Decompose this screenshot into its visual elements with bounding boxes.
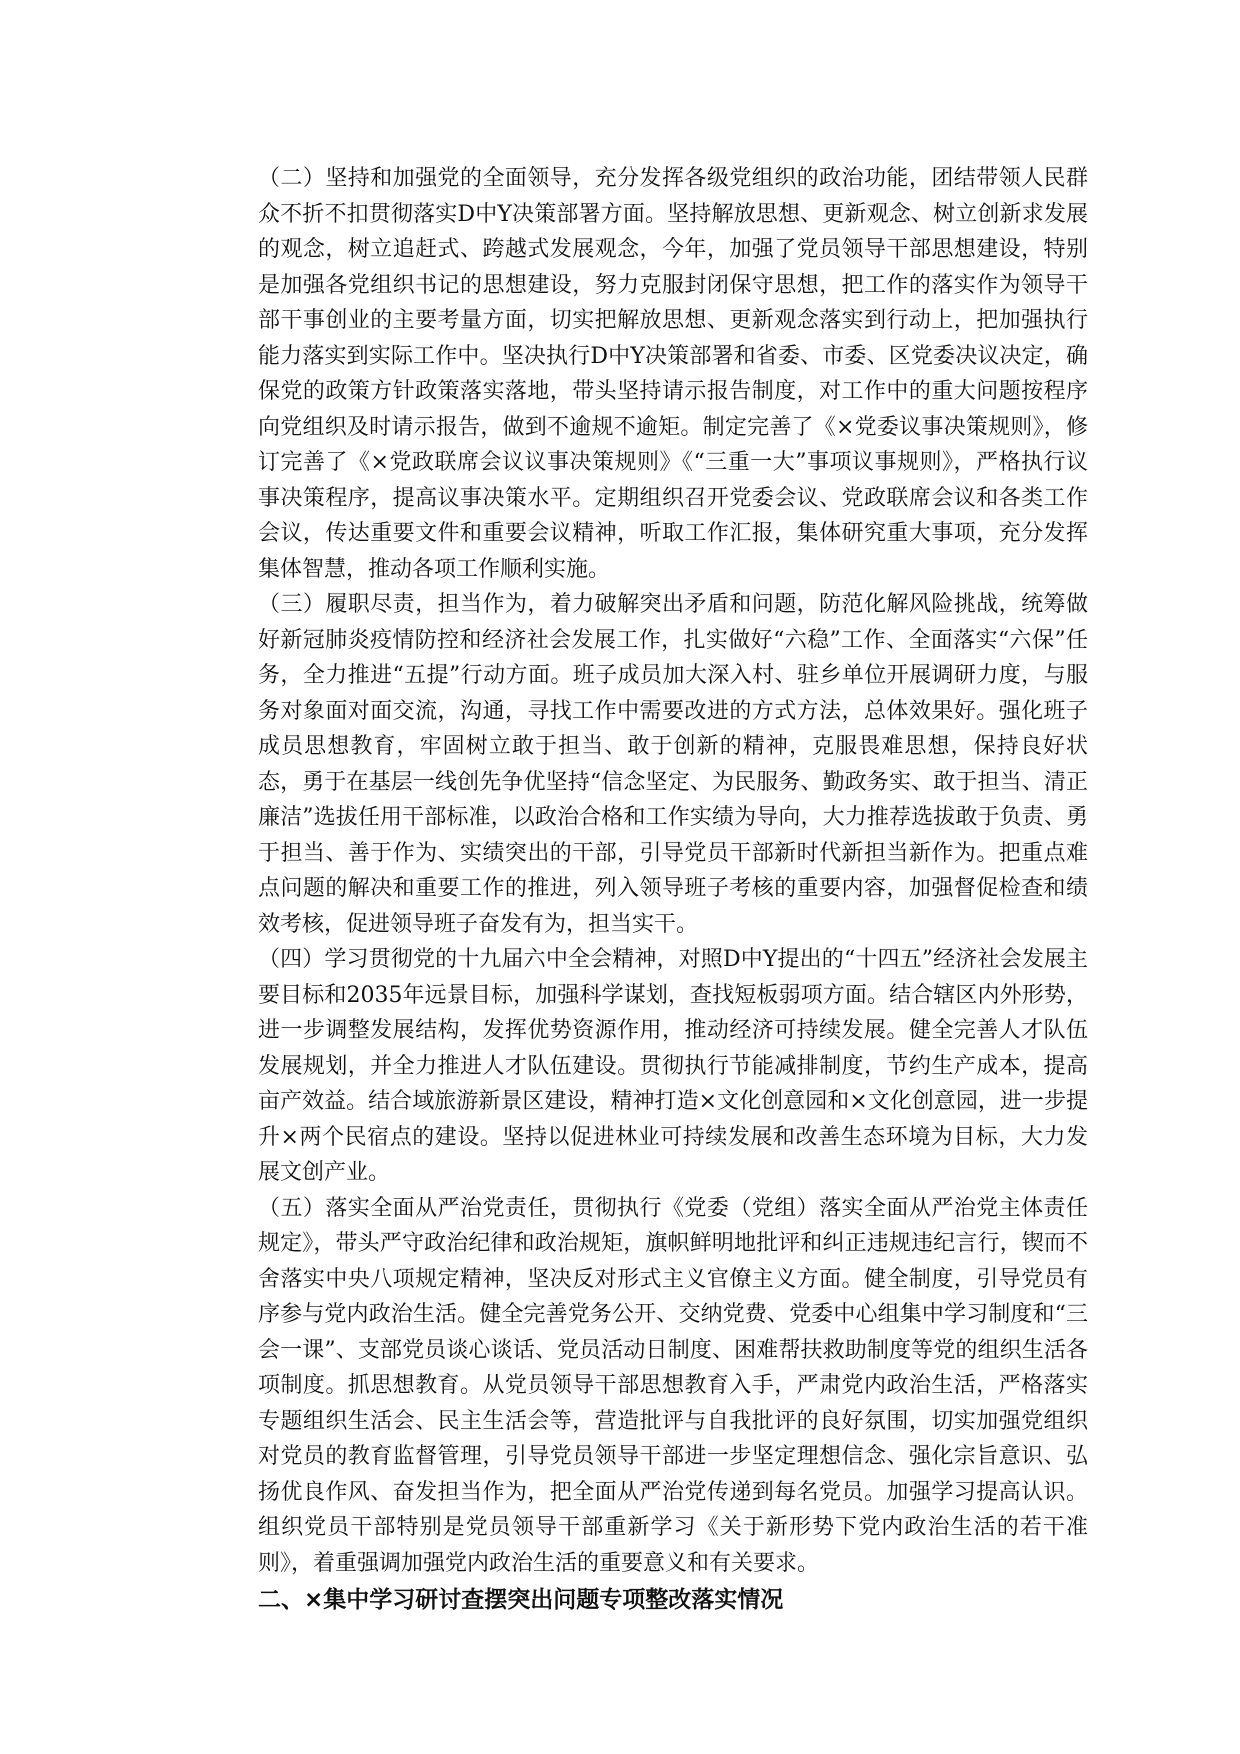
- document-body: [258, 161, 1088, 1619]
- section-heading-rectification: 二、×集中学习研讨查摆突出问题专项整改落实情况: [258, 1587, 784, 1613]
- paragraph-plenary-study: （四）学习贯彻党的十九届六中全会精神，对照D中Y提出的“十四五”经济社会发展主要目标和2035年远景目标，加强科学谋划，查找短板弱项方面。结合辖区内外形势，进一步调整发展结构，发挥优势资源作用，推动经济可持续发展。健全完善人才队伍发展规划，并全力推进人才队伍建设。贯彻执行节能减排制度，节约生产成本，提高亩产效益。结合域旅游新景区建设，精神打造×文化创意园和×文化创意园，进一步提升×两个民宿点的建设。坚持以促进林业可持续发展和改善生态环境为目标，大力发展文创产业。: [258, 947, 1088, 1185]
- paragraph-party-leadership: （二）坚持和加强党的全面领导，充分发挥各级党组织的政治功能，团结带领人民群众不折不扣贯彻落实D中Y决策部署方面。坚持解放思想、更新观念、树立创新求发展的观念，树立追赶式、跨越式发展观念，今年，加强了党员领导干部思想建设，特别是加强各党组织书记的思想建设，努力克服封闭保守思想，把工作的落实作为领导干部干事创业的主要考量方面，切实把解放思想、更新观念落实到行动上，把加强执行能力落实到实际工作中。坚决执行D中Y决策部署和省委、市委、区党委决议决定，确保党的政策方针政策落实落地，带头坚持请示报告制度，对工作中的重大问题按程序向党组织及时请示报告，做到不逾规不逾矩。制定完善了《×党委议事决策规则》，修订完善了《×党政联席会议议事决策规则》《“三重一大”事项议事规则》，严格执行议事决策程序，提高议事决策水平。定期组织召开党委会议、党政联席会议和各类工作会议，传达重要文件和重要会议精神，听取工作汇报，集体研究重大事项，充分发挥集体智慧，推动各项工作顺利实施。: [258, 166, 1088, 582]
- paragraph-strict-governance: （五）落实全面从严治党责任，贯彻执行《党委（党组）落实全面从严治党主体责任规定》，带头严守政治纪律和政治规矩，旗帜鲜明地批评和纠正违规违纪言行，锲而不舍落实中央八项规定精神，坚决反对形式主义官僚主义方面。健全制度，引导党员有序参与党内政治生活。健全完善党务公开、交纳党费、党委中心组集中学习制度和“三会一课”、支部党员谈心谈话、党员活动日制度、困难帮扶救助制度等党的组织生活各项制度。抓思想教育。从党员领导干部思想教育入手，严肃党内政治生活，严格落实专题组织生活会、民主生活会等，营造批评与自我批评的良好氛围，切实加强党组织对党员的教育监督管理，引导党员领导干部进一步坚定理想信念、强化宗旨意识、弘扬优良作风、奋发担当作为，把全面从严治党传递到每名党员。加强学习提高认识。组织党员干部特别是党员领导干部重新学习《关于新形势下党内政治生活的若干准则》，着重强调加强党内政治生活的重要意义和有关要求。: [258, 1195, 1088, 1576]
- paragraph-duty-performance: （三）履职尽责，担当作为，着力破解突出矛盾和问题，防范化解风险挑战，统筹做好新冠肺炎疫情防控和经济社会发展工作，扎实做好“六稳”工作、全面落实“六保”任务，全力推进“五提”行动方面。班子成员加大深入村、驻乡单位开展调研力度，与服务对象面对面交流，沟通，寻找工作中需要改进的方式方法，总体效果好。强化班子成员思想教育，牢固树立敢于担当、敢于创新的精神，克服畏难思想，保持良好状态，勇于在基层一线创先争优坚持“信念坚定、为民服务、勤政务实、敢于担当、清正廉洁”选拔任用干部标准，以政治合格和工作实绩为导向，大力推荐选拔敢于负责、勇于担当、善于作为、实绩突出的干部，引导党员干部新时代新担当新作为。把重点难点问题的解决和重要工作的推进，列入领导班子考核的重要内容，加强督促检查和绩效考核，促进领导班子奋发有为，担当实干。: [258, 592, 1088, 937]
